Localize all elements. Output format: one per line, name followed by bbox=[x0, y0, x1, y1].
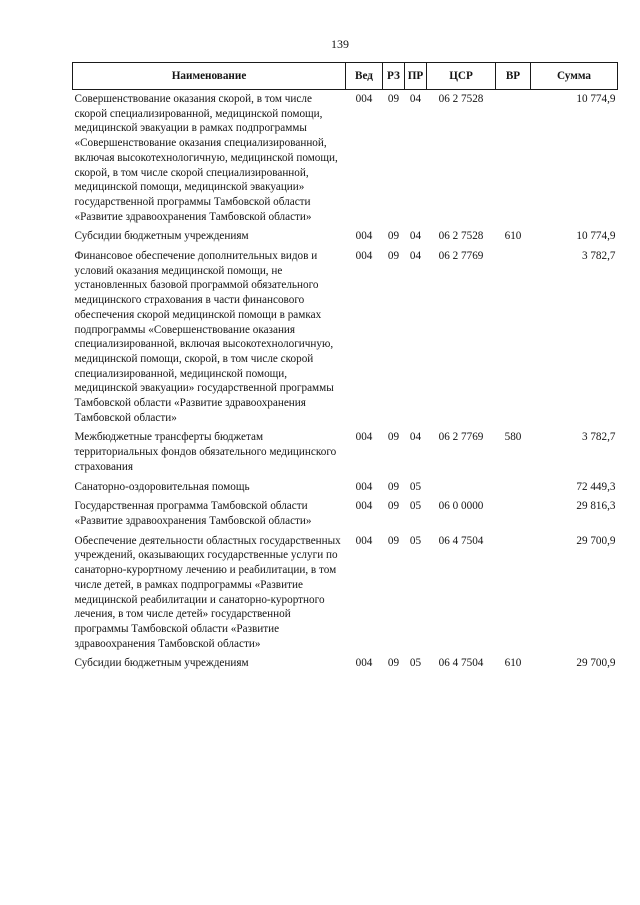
page-number: 139 bbox=[331, 37, 349, 51]
row-sum: 3 782,7 bbox=[581, 250, 616, 263]
budget-table bbox=[72, 62, 618, 676]
row-ved: 004 bbox=[355, 657, 373, 670]
row-name: Субсидии бюджетным учреждениям bbox=[74, 230, 249, 243]
row-sum: 10 774,9 bbox=[576, 93, 616, 105]
row-ved: 004 bbox=[355, 534, 373, 547]
table-header-row bbox=[73, 63, 618, 90]
table-row bbox=[73, 534, 618, 657]
row-csr: 06 2 7528 bbox=[438, 230, 484, 243]
row-ved: 004 bbox=[355, 93, 373, 105]
row-sum: 29 700,9 bbox=[576, 534, 616, 547]
table-row bbox=[73, 249, 618, 430]
row-vr bbox=[496, 90, 531, 230]
row-pr: 04 bbox=[409, 230, 422, 243]
table-row bbox=[73, 430, 618, 479]
table-row bbox=[73, 656, 618, 676]
row-rz: 09 bbox=[387, 480, 400, 493]
row-pr: 05 bbox=[409, 534, 422, 547]
row-csr: 06 2 7769 bbox=[438, 431, 484, 444]
row-name: Санаторно-оздоровительная помощь bbox=[74, 480, 250, 493]
row-pr: 04 bbox=[409, 431, 422, 444]
row-rz: 09 bbox=[387, 250, 400, 263]
row-pr: 04 bbox=[409, 93, 422, 105]
header-csr: ЦСР bbox=[427, 63, 496, 90]
row-csr: 06 0 0000 bbox=[438, 500, 484, 513]
header-name: Наименование bbox=[73, 63, 346, 90]
row-sum: 29 700,9 bbox=[576, 657, 616, 670]
row-name: Обеспечение деятельности областных государственных учреждений, оказывающих государственные услуги по санаторно-курортному лечению и реабилитации, в том числе детей, в рамках подпрограммы «Развитие медицинской реабилитации и санаторно-курортного лечения, в том числе детей» государственной программы Тамбовской области «Развитие здравоохранения Тамбовской области» bbox=[74, 534, 341, 650]
row-name: Межбюджетные трансферты бюджетам территориальных фондов обязательного медицинского страхования bbox=[74, 431, 337, 473]
header-ved: Вед bbox=[346, 63, 383, 90]
row-name: Государственная программа Тамбовской области «Развитие здравоохранения Тамбовской области» bbox=[74, 500, 312, 527]
row-sum: 3 782,7 bbox=[581, 431, 616, 444]
row-csr: 06 2 7528 bbox=[438, 93, 484, 105]
table-row bbox=[73, 229, 618, 249]
row-ved: 004 bbox=[355, 230, 373, 243]
header-vr: ВР bbox=[496, 63, 531, 90]
row-pr: 05 bbox=[409, 480, 422, 493]
row-rz: 09 bbox=[387, 230, 400, 243]
row-name: Финансовое обеспечение дополнительных видов и условий оказания медицинской помощи, не установленных базовой программой обязательного медицинского страхования в части финансового обеспечения скорой медицинской помощи в рамках подпрограммы «Совершенствование оказания специализированной, включая высокотехнологичную, медицинской помощи, скорой, в том числе скорой специализированной, медицинской помощи, медицинской эвакуации» государственной программы Тамбовской области «Развитие здравоохранения Тамбовской области» bbox=[74, 250, 334, 424]
row-rz: 09 bbox=[387, 431, 400, 444]
row-rz: 09 bbox=[387, 93, 400, 105]
row-ved: 004 bbox=[355, 480, 373, 493]
row-vr bbox=[496, 480, 531, 500]
row-csr: 06 2 7769 bbox=[438, 250, 484, 263]
row-name: Совершенствование оказания скорой, в том числе скорой специализированной, медицинской помощи, медицинской эвакуации в рамках подпрограммы «Совершенствование оказания специализированной, включая высокотехнологичную, медицинской помощи, скорой, в том числе скорой специализированной, медицинской помощи, медицинской эвакуации» государственной программы Тамбовской области «Развитие здравоохранения Тамбовской области» bbox=[74, 93, 338, 223]
row-sum: 29 816,3 bbox=[576, 500, 616, 513]
table-row bbox=[73, 90, 618, 230]
header-pr: ПР bbox=[405, 63, 427, 90]
row-pr: 05 bbox=[409, 657, 422, 670]
row-pr: 04 bbox=[409, 250, 422, 263]
row-pr: 05 bbox=[409, 500, 422, 513]
row-ved: 004 bbox=[355, 500, 373, 513]
row-ved: 004 bbox=[355, 250, 373, 263]
row-csr: 06 4 7504 bbox=[438, 534, 484, 547]
table-row bbox=[73, 499, 618, 533]
row-csr bbox=[427, 480, 496, 500]
header-sum: Сумма bbox=[531, 63, 618, 90]
row-csr: 06 4 7504 bbox=[438, 657, 484, 670]
row-vr bbox=[496, 249, 531, 430]
row-name: Субсидии бюджетным учреждениям bbox=[74, 657, 249, 670]
row-rz: 09 bbox=[387, 534, 400, 547]
row-vr bbox=[496, 499, 531, 533]
row-rz: 09 bbox=[387, 500, 400, 513]
table-row bbox=[73, 480, 618, 500]
header-rz: РЗ bbox=[383, 63, 405, 90]
row-vr: 580 bbox=[504, 431, 522, 444]
row-sum: 72 449,3 bbox=[576, 480, 616, 493]
row-vr bbox=[496, 534, 531, 657]
row-vr: 610 bbox=[504, 657, 522, 670]
row-rz: 09 bbox=[387, 657, 400, 670]
row-sum: 10 774,9 bbox=[576, 230, 616, 243]
row-ved: 004 bbox=[355, 431, 373, 444]
row-vr: 610 bbox=[504, 230, 522, 243]
